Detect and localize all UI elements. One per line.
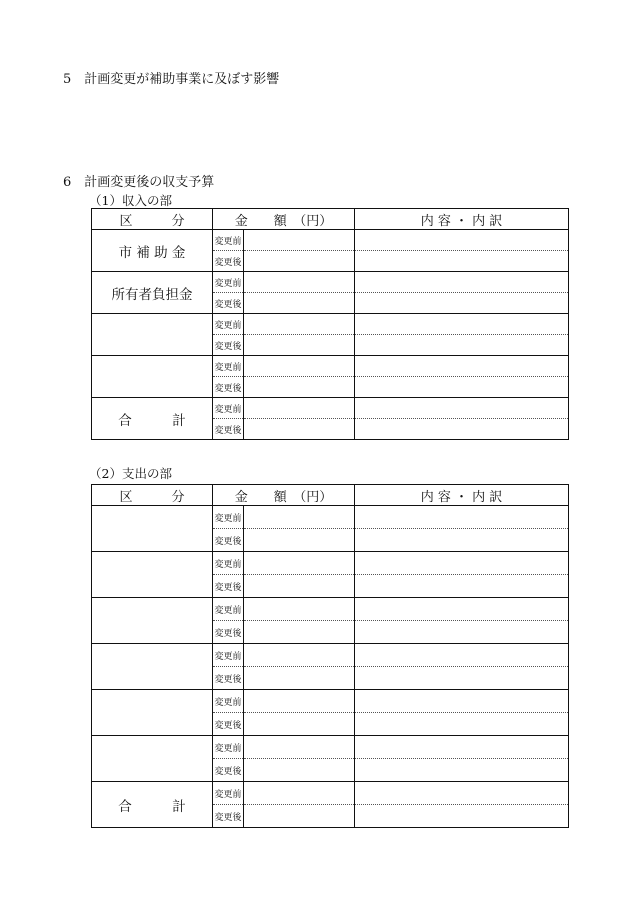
expenditure-row-7-before <box>92 782 569 805</box>
amount-cell[interactable] <box>244 230 355 251</box>
details-cell[interactable] <box>355 644 569 667</box>
income-header-category: 区 分 <box>92 209 213 230</box>
expenditure-category-2 <box>92 552 213 598</box>
income-table <box>91 208 569 440</box>
details-cell[interactable] <box>355 377 569 398</box>
section-5-title: 計画変更が補助事業に及ぼす影響 <box>84 72 280 87</box>
before-label: 変更前 <box>213 272 244 293</box>
before-label: 変更前 <box>213 230 244 251</box>
before-label: 変更前 <box>213 314 244 335</box>
after-label: 変更後 <box>213 251 244 272</box>
before-label: 変更前 <box>213 398 244 419</box>
expenditure-title: （2）支出の部 <box>89 466 172 481</box>
before-label: 変更前 <box>213 736 244 759</box>
income-title: （1）収入の部 <box>89 193 172 208</box>
income-category-2: 所有者負担金 <box>92 272 213 314</box>
before-label: 変更前 <box>213 552 244 575</box>
expenditure-row-5-before <box>92 690 569 713</box>
expenditure-category-6 <box>92 736 213 782</box>
income-row-5-before <box>92 398 569 419</box>
before-label: 変更前 <box>213 782 244 805</box>
expenditure-header-category: 区 分 <box>92 485 213 506</box>
section-6-number: 6 <box>63 175 72 190</box>
expenditure-category-5 <box>92 690 213 736</box>
expenditure-table <box>91 484 569 828</box>
amount-cell[interactable] <box>244 690 355 713</box>
after-label: 変更後 <box>213 529 244 552</box>
details-cell[interactable] <box>355 759 569 782</box>
details-cell[interactable] <box>355 356 569 377</box>
amount-cell[interactable] <box>244 598 355 621</box>
after-label: 変更後 <box>213 713 244 736</box>
amount-cell[interactable] <box>244 529 355 552</box>
details-cell[interactable] <box>355 667 569 690</box>
details-cell[interactable] <box>355 398 569 419</box>
after-label: 変更後 <box>213 621 244 644</box>
income-header-row <box>92 209 569 230</box>
income-row-1-before <box>92 230 569 251</box>
expenditure-row-4-before <box>92 644 569 667</box>
income-category-4 <box>92 356 213 398</box>
amount-cell[interactable] <box>244 377 355 398</box>
after-label: 変更後 <box>213 293 244 314</box>
amount-cell[interactable] <box>244 575 355 598</box>
income-category-1: 市 補 助 金 <box>92 230 213 272</box>
details-cell[interactable] <box>355 713 569 736</box>
expenditure-category-1 <box>92 506 213 552</box>
details-cell[interactable] <box>355 335 569 356</box>
expenditure-total-label: 合 計 <box>92 782 213 828</box>
before-label: 変更前 <box>213 506 244 529</box>
after-label: 変更後 <box>213 667 244 690</box>
expenditure-category-3 <box>92 598 213 644</box>
after-label: 変更後 <box>213 335 244 356</box>
before-label: 変更前 <box>213 690 244 713</box>
details-cell[interactable] <box>355 293 569 314</box>
details-cell[interactable] <box>355 272 569 293</box>
after-label: 変更後 <box>213 419 244 440</box>
details-cell[interactable] <box>355 736 569 759</box>
amount-cell[interactable] <box>244 782 355 805</box>
details-cell[interactable] <box>355 314 569 335</box>
details-cell[interactable] <box>355 529 569 552</box>
details-cell[interactable] <box>355 251 569 272</box>
amount-cell[interactable] <box>244 552 355 575</box>
income-category-3 <box>92 314 213 356</box>
amount-cell[interactable] <box>244 251 355 272</box>
details-cell[interactable] <box>355 805 569 828</box>
after-label: 変更後 <box>213 805 244 828</box>
section-6-heading <box>63 171 214 190</box>
details-cell[interactable] <box>355 782 569 805</box>
expenditure-row-1-before <box>92 506 569 529</box>
expenditure-header-amount: 金 額 （円） <box>213 485 355 506</box>
amount-cell[interactable] <box>244 667 355 690</box>
amount-cell[interactable] <box>244 759 355 782</box>
income-row-4-before <box>92 356 569 377</box>
amount-cell[interactable] <box>244 293 355 314</box>
amount-cell[interactable] <box>244 419 355 440</box>
details-cell[interactable] <box>355 690 569 713</box>
expenditure-category-4 <box>92 644 213 690</box>
amount-cell[interactable] <box>244 398 355 419</box>
income-header-details: 内 容 ・ 内 訳 <box>355 209 569 230</box>
expenditure-header-details: 内 容 ・ 内 訳 <box>355 485 569 506</box>
section-6-title: 計画変更後の収支予算 <box>84 175 215 190</box>
after-label: 変更後 <box>213 575 244 598</box>
section-5-number: 5 <box>63 72 72 87</box>
before-label: 変更前 <box>213 598 244 621</box>
details-cell[interactable] <box>355 230 569 251</box>
income-total-label: 合 計 <box>92 398 213 440</box>
amount-cell[interactable] <box>244 335 355 356</box>
expenditure-header-row <box>92 485 569 506</box>
amount-cell[interactable] <box>244 736 355 759</box>
details-cell[interactable] <box>355 575 569 598</box>
after-label: 変更後 <box>213 759 244 782</box>
amount-cell[interactable] <box>244 621 355 644</box>
section-5-heading <box>63 68 279 87</box>
amount-cell[interactable] <box>244 272 355 293</box>
income-row-2-before <box>92 272 569 293</box>
expenditure-row-2-before <box>92 552 569 575</box>
amount-cell[interactable] <box>244 713 355 736</box>
amount-cell[interactable] <box>244 314 355 335</box>
details-cell[interactable] <box>355 598 569 621</box>
income-header-amount: 金 額 （円） <box>213 209 355 230</box>
details-cell[interactable] <box>355 419 569 440</box>
amount-cell[interactable] <box>244 644 355 667</box>
details-cell[interactable] <box>355 621 569 644</box>
expenditure-row-3-before <box>92 598 569 621</box>
amount-cell[interactable] <box>244 805 355 828</box>
details-cell[interactable] <box>355 552 569 575</box>
amount-cell[interactable] <box>244 356 355 377</box>
income-row-3-before <box>92 314 569 335</box>
after-label: 変更後 <box>213 377 244 398</box>
before-label: 変更前 <box>213 356 244 377</box>
before-label: 変更前 <box>213 644 244 667</box>
details-cell[interactable] <box>355 506 569 529</box>
amount-cell[interactable] <box>244 506 355 529</box>
expenditure-row-6-before <box>92 736 569 759</box>
